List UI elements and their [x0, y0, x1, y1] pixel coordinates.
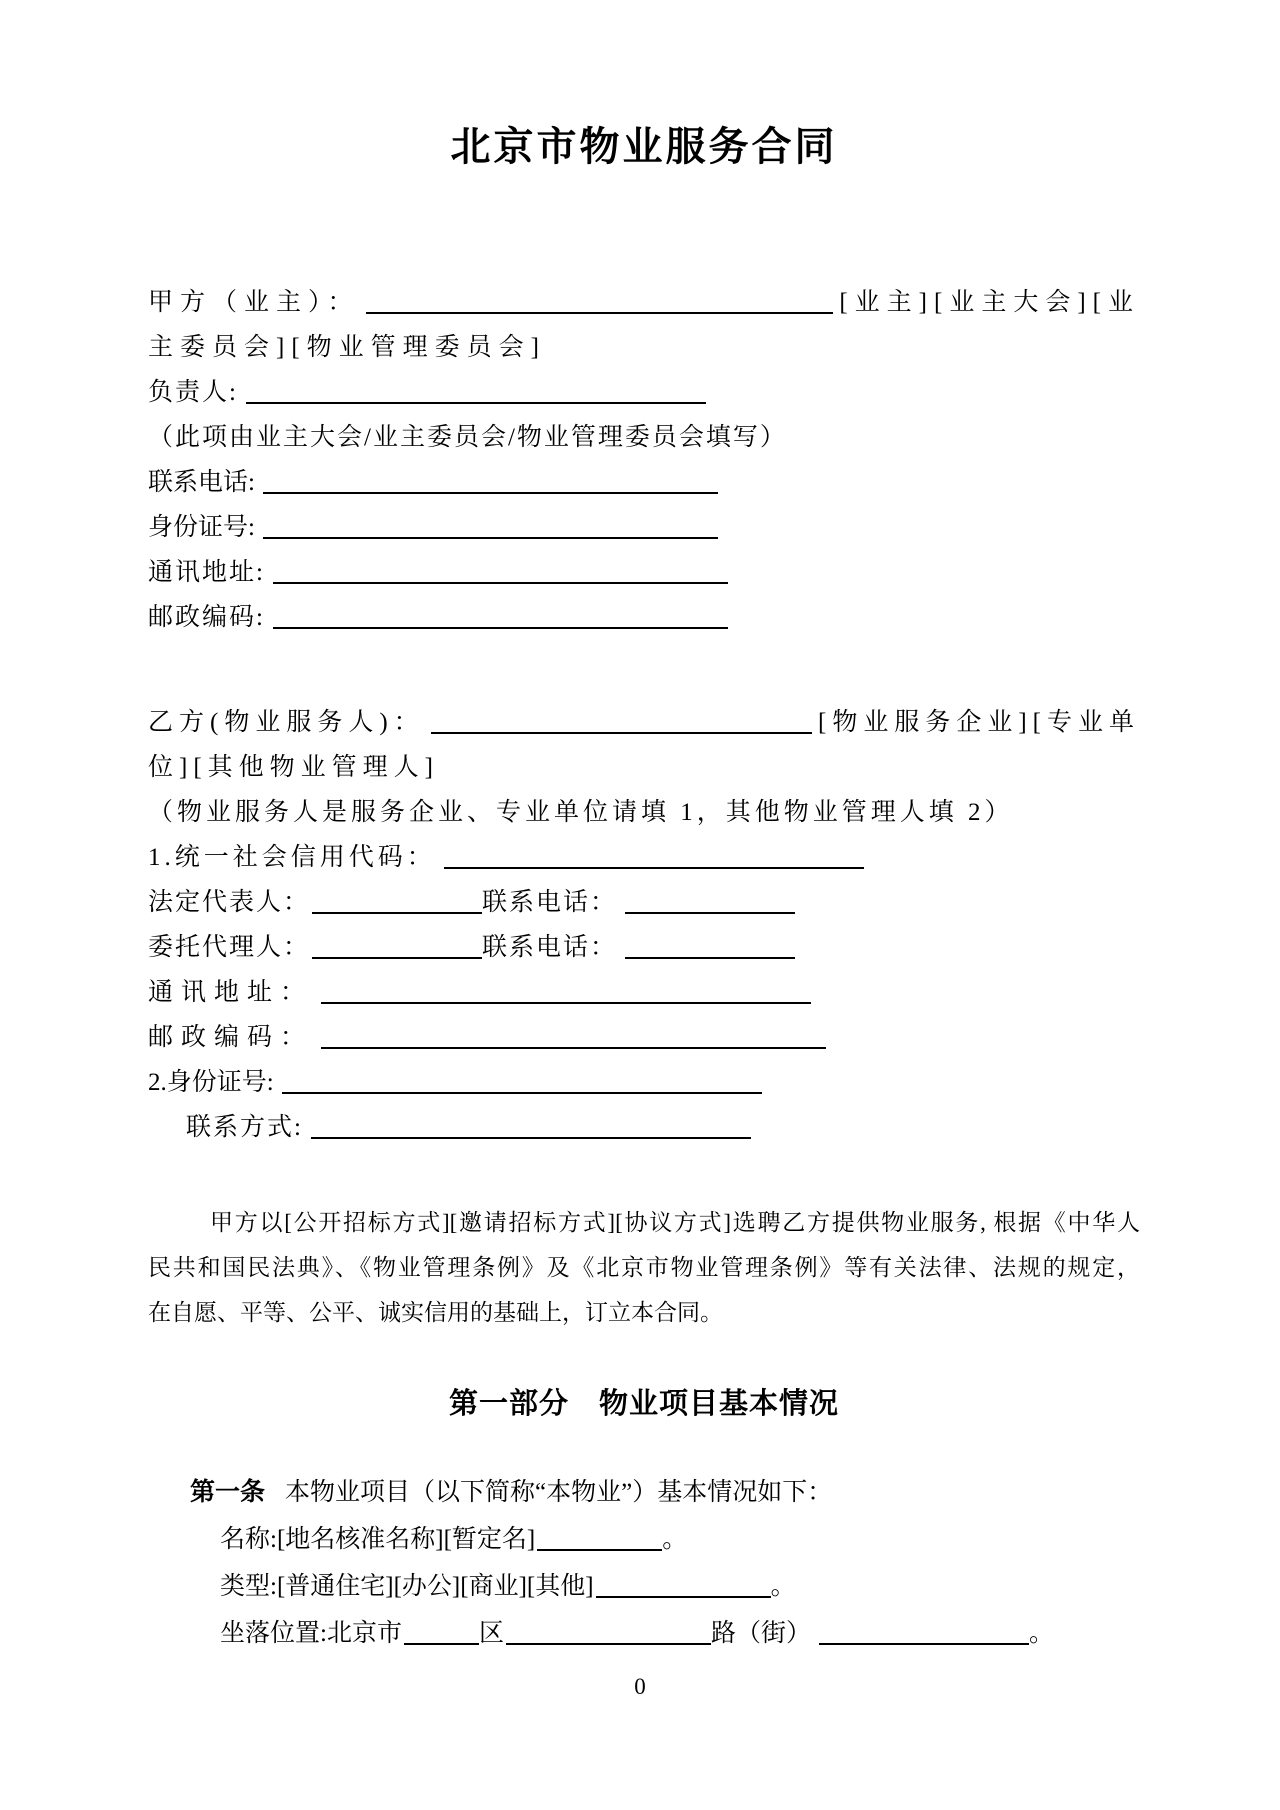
- document-title: 北京市物业服务合同: [450, 125, 838, 169]
- party-a-phone-blank: [263, 487, 718, 494]
- party-b-id-line: [148, 1060, 1140, 1105]
- project-name-line: [148, 1516, 1140, 1563]
- article-one-line: [148, 1469, 1140, 1516]
- party-b-postcode-line: [148, 1015, 1140, 1060]
- party-b-address-blank: [321, 997, 811, 1004]
- party-a-head-label: 负责人:: [148, 379, 238, 406]
- party-b-id-blank: [282, 1087, 762, 1094]
- party-a-options-continued: 主委员会][物业管理委员会]: [148, 334, 546, 361]
- preamble-line-3: 在自愿、平等、公平、诚实信用的基础上，订立本合同。: [148, 1300, 723, 1325]
- preamble-paragraph: [148, 1200, 1140, 1335]
- party-a-phone-line: [148, 460, 1140, 505]
- road-blank: [506, 1638, 711, 1645]
- party-b-credit-code-blank: [444, 862, 864, 869]
- party-b-name-blank: [431, 732, 812, 734]
- party-b-agent-label: 委托代理人：: [148, 934, 311, 961]
- preamble-line-1: 甲方以[公开招标方式][邀请招标方式][协议方式]选聘乙方提供物业服务, 根据《中华人: [210, 1210, 1140, 1235]
- party-b-contact-blank: [311, 1132, 751, 1139]
- project-name-period: 。: [662, 1526, 688, 1553]
- party-a-postcode-label: 邮政编码:: [148, 604, 265, 631]
- party-a-label: 甲方（业主）：: [148, 289, 360, 316]
- party-a-options: [业主][业主大会][业: [839, 289, 1140, 316]
- road-name-blank: [819, 1638, 1029, 1645]
- party-a-address-label: 通讯地址:: [148, 559, 265, 586]
- party-b-label: 乙方(物业服务人)：: [148, 709, 425, 736]
- party-b-agent-phone-blank: [625, 952, 795, 959]
- district-label: 区: [478, 1620, 504, 1647]
- party-b-section: [148, 700, 1140, 1150]
- project-type-label: 类型:[普通住宅][办公][商业][其他]: [220, 1573, 594, 1600]
- party-b-contact-line: [148, 1105, 1140, 1150]
- party-b-agent-line: [148, 925, 1140, 970]
- party-b-agent-blank: [312, 952, 482, 959]
- article-one-section: [148, 1469, 1140, 1657]
- party-a-id-label: 身份证号:: [148, 514, 255, 541]
- part-one-heading: 第一部分 物业项目基本情况: [448, 1388, 839, 1420]
- page-number: 0: [634, 1674, 646, 1699]
- project-name-blank: [537, 1544, 662, 1551]
- party-b-line: [148, 700, 1140, 745]
- project-type-period: 。: [770, 1573, 796, 1600]
- party-b-options: [物业服务企业][专业单: [818, 709, 1140, 736]
- party-a-address-blank: [273, 577, 728, 584]
- party-b-legal-rep-label: 法定代表人：: [148, 889, 311, 916]
- party-a-note: （此项由业主大会/业主委员会/物业管理委员会填写）: [148, 424, 787, 451]
- party-a-head-blank: [246, 397, 706, 404]
- party-b-credit-code-label: 1.统一社会信用代码：: [148, 844, 436, 871]
- party-a-head-line: [148, 370, 1140, 415]
- preamble-line-2: 民共和国民法典》、《物业管理条例》及《北京市物业管理条例》等有关法律、法规的规定，: [148, 1255, 1140, 1280]
- project-location-period: 。: [1028, 1620, 1054, 1647]
- party-a-postcode-blank: [273, 622, 728, 629]
- party-b-contact-label: 联系方式:: [186, 1114, 303, 1141]
- party-a-section: [148, 280, 1140, 640]
- article-one-text: 本物业项目（以下简称“本物业”）基本情况如下：: [285, 1479, 833, 1506]
- project-type-line: [148, 1563, 1140, 1610]
- party-a-phone-label: 联系电话:: [148, 469, 255, 496]
- party-b-legal-rep-blank: [312, 907, 482, 914]
- party-b-legal-rep-phone-blank: [625, 907, 795, 914]
- party-b-address-line: [148, 970, 1140, 1015]
- party-a-id-line: [148, 505, 1140, 550]
- article-one-label: 第一条: [190, 1478, 266, 1506]
- project-location-prefix: 坐落位置:北京市: [220, 1620, 402, 1647]
- road-label: 路（街）: [710, 1620, 811, 1647]
- party-a-address-line: [148, 550, 1140, 595]
- party-b-legal-rep-line: [148, 880, 1140, 925]
- party-a-id-blank: [263, 532, 718, 539]
- party-b-address-label: 通讯地址：: [148, 979, 314, 1006]
- party-b-legal-rep-phone-label: 联系电话：: [482, 889, 618, 916]
- project-location-line: [148, 1610, 1140, 1657]
- party-b-note: （物业服务人是服务企业、专业单位请填 1，其他物业管理人填 2）: [148, 799, 1014, 826]
- project-name-label: 名称:[地名核准名称][暂定名]: [220, 1526, 536, 1553]
- party-b-id-label: 2.身份证号:: [148, 1069, 274, 1096]
- party-b-agent-phone-label: 联系电话：: [482, 934, 618, 961]
- party-b-postcode-blank: [321, 1042, 826, 1049]
- party-b-credit-code-line: [148, 835, 1140, 880]
- party-a-line: [148, 280, 1140, 325]
- project-type-blank: [596, 1591, 771, 1598]
- party-b-options-continued: 位][其他物业管理人]: [148, 754, 439, 781]
- party-b-postcode-label: 邮政编码：: [148, 1024, 314, 1051]
- party-a-postcode-line: [148, 595, 1140, 640]
- party-a-name-blank: [366, 312, 834, 314]
- district-blank: [404, 1638, 479, 1645]
